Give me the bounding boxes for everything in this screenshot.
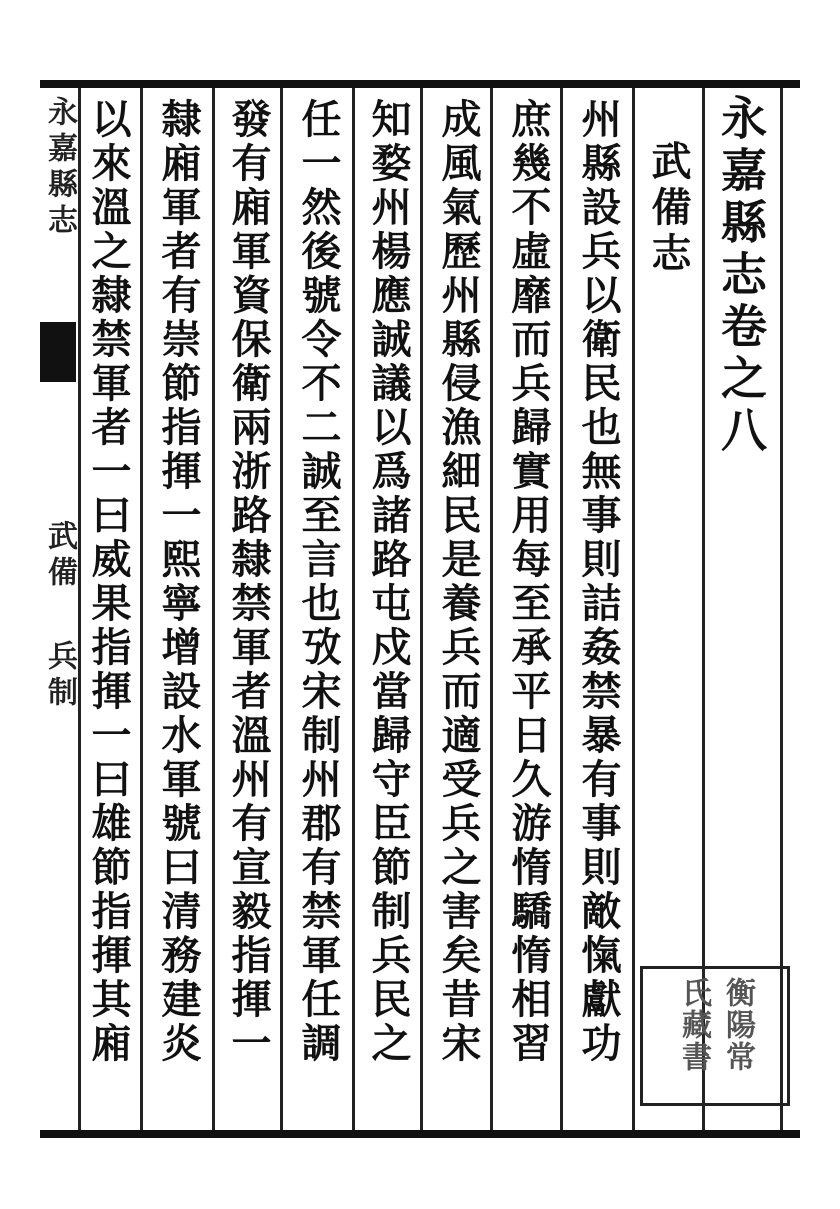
column-rule <box>78 88 81 1130</box>
text-column: 發有廂軍資保衛兩浙路隸禁軍者溫州有宣毅指揮一 <box>225 98 272 1066</box>
column-rule <box>352 88 355 1130</box>
column-rule <box>632 88 635 1130</box>
column-rule <box>490 88 493 1130</box>
text-column: 隸廂軍者有崇節指揮一熙寧增設水軍號曰清務建炎 <box>155 98 202 1066</box>
collector-seal <box>640 966 790 1106</box>
text-column: 州縣設兵以衛民也無事則詰姦禁暴有事則敵愾獻功 <box>575 98 622 1066</box>
column-rule <box>560 88 563 1130</box>
column-rule <box>140 88 143 1130</box>
text-column: 知婺州楊應誠議以爲諸路屯戍當歸守臣節制兵民之 <box>365 98 412 1066</box>
column-rule <box>212 88 215 1130</box>
column-rule <box>420 88 423 1130</box>
volume-title: 永嘉縣志卷之八 <box>714 94 768 458</box>
fishtail-mark <box>40 322 76 382</box>
text-column: 任一然後號令不二誠至言也攷宋制州郡有禁軍任調 <box>295 98 342 1066</box>
section-heading: 武備志 <box>645 140 692 278</box>
text-column: 成風氣歷州縣侵漁細民是養兵而適受兵之害矣昔宋 <box>435 98 482 1066</box>
seal-text: 衡陽常氏藏書 <box>676 977 755 1073</box>
column-rule <box>280 88 283 1130</box>
text-column: 庶幾不虛靡而兵歸實用每至承平日久游惰驕惰相習 <box>505 98 552 1066</box>
margin-book-title: 永嘉縣志 <box>42 96 77 240</box>
text-column: 以來溫之隸禁軍者一曰威果指揮一曰雄節指揮其廂 <box>85 98 132 1066</box>
margin-section-mark: 武備 <box>42 520 77 592</box>
margin-subsection: 兵制 <box>42 640 77 712</box>
